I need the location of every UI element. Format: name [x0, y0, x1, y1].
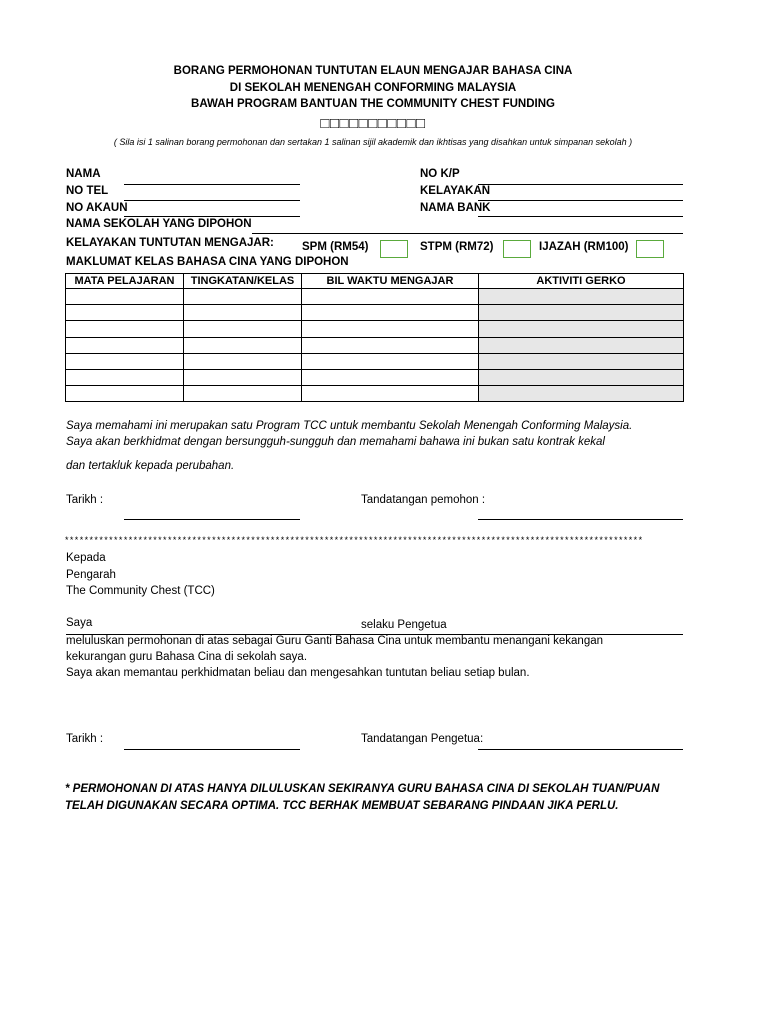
nama-bank-field[interactable] — [478, 216, 683, 217]
section-separator: ********************************************************************************************************************** — [65, 535, 644, 545]
table-cell[interactable] — [66, 337, 184, 353]
table-cell[interactable] — [184, 305, 302, 321]
table-cell[interactable] — [302, 353, 479, 369]
principal-body-line-3: Saya akan memantau perkhidmatan beliau dan mengesahkan tuntutan beliau setiap bulan. — [66, 667, 530, 679]
declaration-line-3: dan tertakluk kepada perubahan. — [66, 460, 235, 472]
no-akaun-field[interactable] — [124, 216, 300, 217]
footnote-line-2: TELAH DIGUNAKAN SECARA OPTIMA. TCC BERHAK MEMBUAT SEBARANG PINDAAN JIKA PERLU. — [65, 800, 619, 812]
no-kp-field[interactable] — [478, 184, 683, 185]
form-title-line-3: BAWAH PROGRAM BANTUAN THE COMMUNITY CHEST FUNDING — [191, 98, 555, 110]
saya-label: Saya — [66, 617, 93, 629]
stpm-checkbox[interactable] — [503, 240, 531, 258]
organisation-name: The Community Chest (TCC) — [66, 585, 215, 597]
table-cell[interactable] — [302, 369, 479, 385]
table-cell[interactable] — [479, 337, 684, 353]
kelayakan-field[interactable] — [478, 200, 683, 201]
maklumat-kelas-label: MAKLUMAT KELAS BAHASA CINA YANG DIPOHON — [66, 256, 349, 268]
applicant-signature-field[interactable] — [478, 519, 683, 520]
column-header-bil-waktu: BIL WAKTU MENGAJAR — [302, 274, 479, 289]
kepada-text: Kepada — [66, 552, 106, 564]
principal-tarikh-label: Tarikh : — [66, 733, 104, 745]
applicant-tarikh-label: Tarikh : — [66, 494, 104, 506]
form-instruction-note: ( Sila isi 1 salinan borang permohonan dan sertakan 1 salinan sijil akademik dan ikhtisas yang disahkan untuk simpanan sekolah ) — [113, 137, 633, 147]
principal-signature-label: Tandatangan Pengetua: — [361, 733, 484, 745]
applicant-signature-label: Tandatangan pemohon : — [361, 494, 486, 506]
no-tel-field[interactable] — [124, 200, 300, 201]
table-cell[interactable] — [184, 369, 302, 385]
nama-field[interactable] — [124, 184, 300, 185]
footnote-line-1: * PERMOHONAN DI ATAS HANYA DILULUSKAN SEKIRANYA GURU BAHASA CINA DI SEKOLAH TUAN/PUAN — [65, 783, 660, 795]
nama-bank-label: NAMA BANK — [420, 202, 491, 214]
table-cell[interactable] — [66, 289, 184, 305]
form-title-line-1: BORANG PERMOHONAN TUNTUTAN ELAUN MENGAJAR BAHASA CINA — [173, 65, 573, 77]
column-header-tingkatan-kelas: TINGKATAN/KELAS — [184, 274, 302, 289]
form-title-line-2: DI SEKOLAH MENENGAH CONFORMING MALAYSIA — [229, 82, 517, 94]
column-header-mata-pelajaran: MATA PELAJARAN — [66, 274, 184, 289]
table-cell[interactable] — [66, 369, 184, 385]
table-cell[interactable] — [66, 386, 184, 402]
nama-sekolah-field[interactable] — [252, 233, 683, 234]
pengarah-text: Pengarah — [66, 569, 116, 581]
table-cell[interactable] — [302, 337, 479, 353]
table-row — [66, 321, 684, 337]
nama-sekolah-label: NAMA SEKOLAH YANG DIPOHON — [66, 218, 252, 230]
table-cell[interactable] — [184, 337, 302, 353]
table-cell[interactable] — [66, 321, 184, 337]
declaration-line-1: Saya memahami ini merupakan satu Program TCC untuk membantu Sekolah Menengah Conforming Malaysia. — [66, 420, 633, 432]
table-cell[interactable] — [479, 289, 684, 305]
no-kp-label: NO K/P — [420, 168, 460, 180]
kelayakan-tuntutan-label: KELAYAKAN TUNTUTAN MENGAJAR: — [66, 237, 274, 249]
table-row — [66, 369, 684, 385]
principal-signature-field[interactable] — [478, 749, 683, 750]
table-cell[interactable] — [184, 353, 302, 369]
table-row — [66, 337, 684, 353]
table-cell[interactable] — [479, 386, 684, 402]
principal-tarikh-field[interactable] — [124, 749, 300, 750]
table-cell[interactable] — [66, 353, 184, 369]
class-info-table — [65, 273, 684, 402]
column-header-aktiviti-gerko: AKTIVITI GERKO — [479, 274, 684, 289]
table-cell[interactable] — [66, 305, 184, 321]
applicant-tarikh-field[interactable] — [124, 519, 300, 520]
spm-checkbox[interactable] — [380, 240, 408, 258]
principal-body-line-1: meluluskan permohonan di atas sebagai Guru Ganti Bahasa Cina untuk membantu menangani kekangan — [66, 635, 604, 647]
table-cell[interactable] — [184, 321, 302, 337]
table-cell[interactable] — [184, 386, 302, 402]
ijazah-option-label: IJAZAH (RM100) — [539, 241, 629, 253]
table-cell[interactable] — [184, 289, 302, 305]
declaration-line-2: Saya akan berkhidmat dengan bersungguh-sungguh dan memahami bahawa ini bukan satu kontrak kekal — [66, 436, 605, 448]
table-header-row — [66, 274, 684, 289]
principal-body-line-2: kekurangan guru Bahasa Cina di sekolah saya. — [66, 651, 308, 663]
table-cell[interactable] — [302, 321, 479, 337]
table-cell[interactable] — [302, 289, 479, 305]
stpm-option-label: STPM (RM72) — [420, 241, 494, 253]
table-cell[interactable] — [302, 305, 479, 321]
no-akaun-label: NO AKAUN — [66, 202, 128, 214]
table-row — [66, 386, 684, 402]
table-cell[interactable] — [479, 321, 684, 337]
missing-glyph-title: □□□□□□□□□□□ — [320, 115, 426, 132]
table-row — [66, 353, 684, 369]
table-cell[interactable] — [479, 369, 684, 385]
nama-label: NAMA — [66, 168, 101, 180]
selaku-pengetua-label: selaku Pengetua — [361, 619, 447, 631]
table-cell[interactable] — [479, 305, 684, 321]
table-row — [66, 305, 684, 321]
spm-option-label: SPM (RM54) — [302, 241, 369, 253]
table-cell[interactable] — [302, 386, 479, 402]
ijazah-checkbox[interactable] — [636, 240, 664, 258]
table-row — [66, 289, 684, 305]
no-tel-label: NO TEL — [66, 185, 109, 197]
table-cell[interactable] — [479, 353, 684, 369]
kelayakan-label: KELAYAKAN — [420, 185, 491, 197]
